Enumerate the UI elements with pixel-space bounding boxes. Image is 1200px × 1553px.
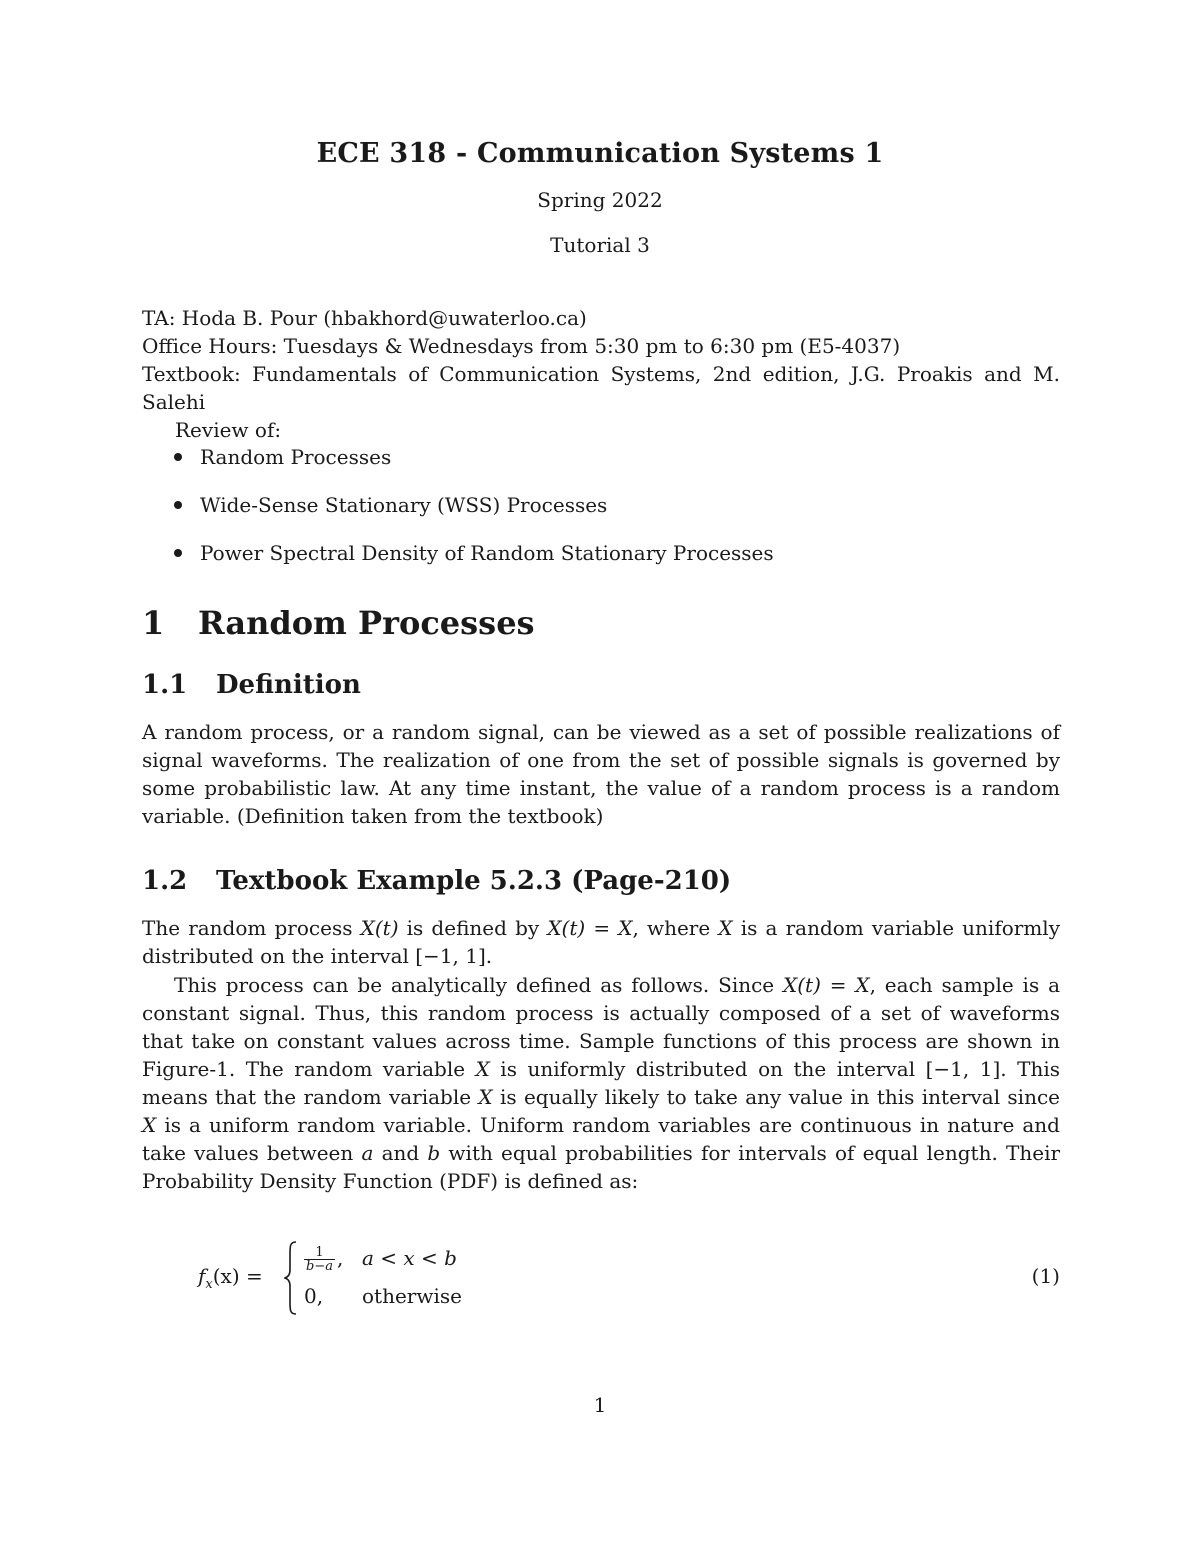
- bullet-icon: [174, 453, 182, 461]
- list-item-text: Wide-Sense Stationary (WSS) Processes: [200, 493, 608, 517]
- equation-case-1: $\frac{1}{b-a}$ , a < x < b: [306, 1245, 457, 1274]
- tutorial-label: Tutorial 3: [550, 233, 650, 257]
- pdf-equation: [198, 1240, 1060, 1316]
- page-number: 1: [593, 1393, 607, 1417]
- subsection-heading-example: [142, 866, 731, 896]
- left-brace-icon: [284, 1240, 298, 1316]
- review-label: Review of:: [175, 418, 282, 442]
- subsection-title: Definition: [216, 670, 361, 700]
- section-number: 1: [142, 604, 165, 642]
- subsection-number: 1.2: [142, 866, 188, 896]
- list-item: [172, 491, 774, 539]
- subsection-number: 1.1: [142, 670, 188, 700]
- ta-line: TA: Hoda B. Pour (hbakhord@uwaterloo.ca): [142, 306, 587, 330]
- textbook-line: Textbook: Fundamentals of Communication Systems, 2nd edition, J.G. Proakis and M.: [142, 362, 1060, 386]
- section-title: Random Processes: [198, 604, 535, 642]
- list-item-text: Power Spectral Density of Random Stationary Processes: [200, 541, 774, 565]
- course-info: [142, 304, 1060, 416]
- subsection-title: Textbook Example 5.2.3 (Page-210): [216, 866, 732, 896]
- list-item: [172, 443, 774, 491]
- document-title: ECE 318 - Communication Systems 1: [316, 138, 884, 169]
- example-paragraph-2: This process can be analytically defined as follows. Since X(t) = X, each sample is a constant signal. Thus, this random process is actually composed of a set of waveforms that take on constant values across time. Sample functions of this process are shown in Figure-1. The random variable X is uniformly distributed on the interval [−1, 1]. This means that the random variable X is equally likely to take any value in this interval since X is a uniform random variable. Uniform random variables are continuous in nature and take values between a and b with equal probabilities for intervals of equal length. Their Probability Density Function (PDF) is defined as:: [142, 973, 1061, 1193]
- section-heading: [142, 604, 535, 642]
- equation-lhs: $f_x(x)$ =: [198, 1264, 263, 1292]
- list-item-text: Random Processes: [200, 445, 392, 469]
- semester-label: Spring 2022: [537, 188, 663, 212]
- example-paragraph-1: The random process X(t) is defined by X(t) = X, where X is a random variable uniformly distributed on the interval [−1, 1].: [142, 916, 1060, 968]
- bullet-icon: [174, 501, 182, 509]
- bullet-icon: [174, 549, 182, 557]
- subsection-heading-definition: [142, 670, 361, 700]
- review-list: [172, 443, 774, 587]
- definition-paragraph: A random process, or a random signal, can be viewed as a set of possible realizations of signal waveforms. The realization of one from the set of possible signals is governed by some probabilistic law. At any time instant, the value of a random process is a random variable. (Definition taken from the textbook): [142, 720, 1060, 828]
- equation-number: (1): [1031, 1264, 1060, 1288]
- equation-case-2: 0, otherwise: [304, 1284, 462, 1308]
- list-item: [172, 539, 774, 587]
- textbook-line-continued: Salehi: [142, 390, 206, 414]
- office-hours-line: Office Hours: Tuesdays & Wednesdays from 5:30 pm to 6:30 pm (E5-4037): [142, 334, 901, 358]
- fraction: $\frac{1}{b-a}$: [306, 1245, 333, 1274]
